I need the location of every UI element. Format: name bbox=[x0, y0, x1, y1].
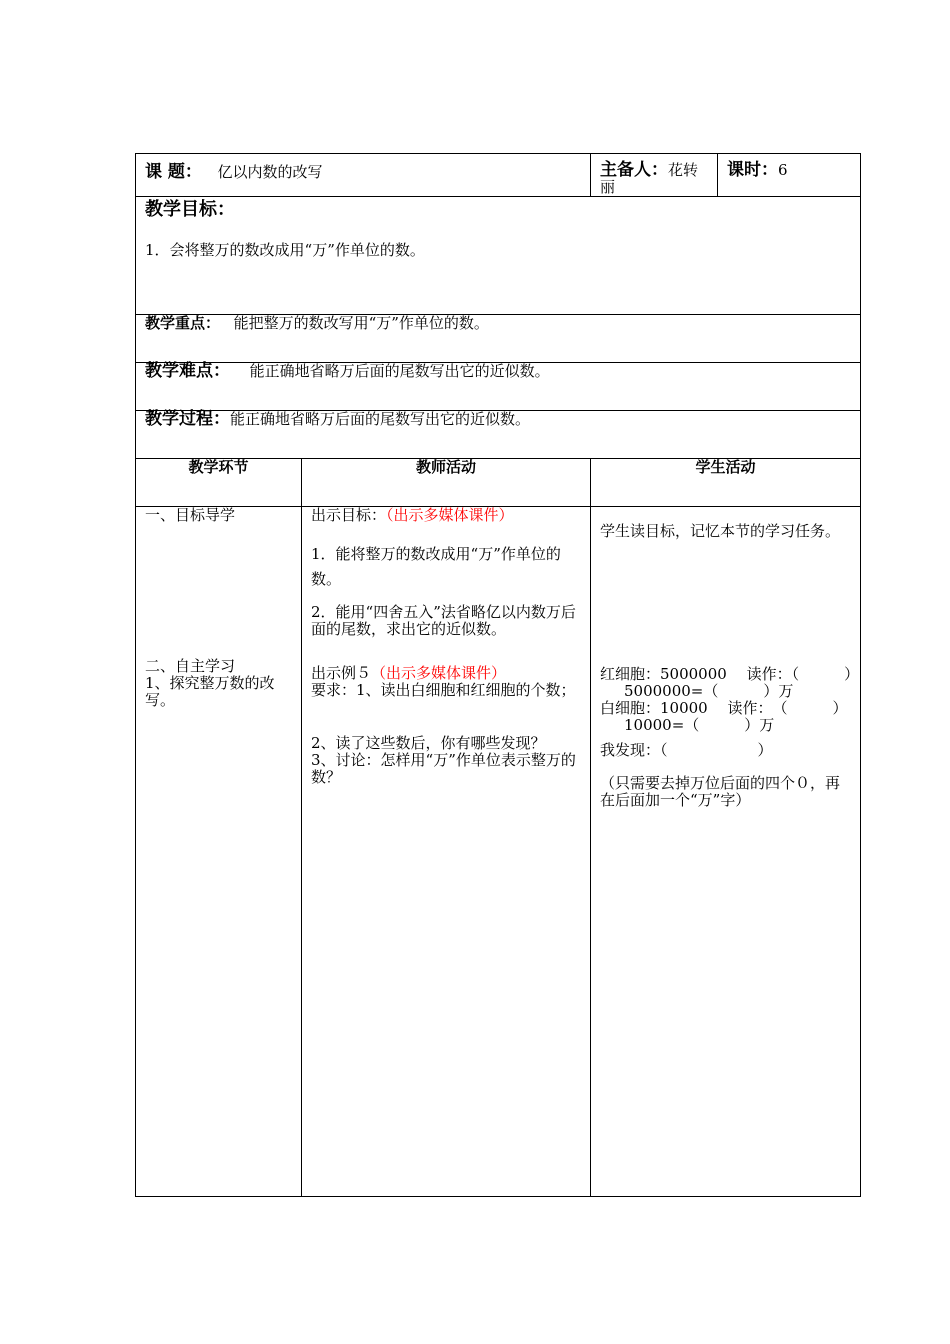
difficulty-cell bbox=[136, 363, 861, 411]
lesson-plan-table bbox=[135, 153, 861, 1197]
show-goal-red: （出示多媒体课件） bbox=[386, 506, 514, 524]
preparer-cell bbox=[591, 154, 718, 197]
process-label: 教学过程： bbox=[145, 409, 230, 429]
difficulty-label: 教学难点： bbox=[145, 361, 230, 381]
teacher-req-1: 要求：1、读出白细胞和红细胞的个数； bbox=[311, 681, 576, 699]
key-point-cell bbox=[136, 315, 861, 363]
student-discover: 我发现：（ ） bbox=[600, 741, 773, 759]
preparer-value: 花转丽 bbox=[600, 161, 699, 196]
stage-cell bbox=[136, 507, 302, 1197]
teacher-req-2: 2、读了这些数后，你有哪些发现？ bbox=[311, 734, 546, 752]
activity-row bbox=[136, 507, 861, 1197]
teacher-example bbox=[311, 665, 583, 682]
process-value: 能正确地省略万后面的尾数写出它的近似数。 bbox=[230, 410, 531, 428]
teacher-cell bbox=[302, 507, 591, 1197]
topic-cell bbox=[136, 154, 591, 197]
column-header-teacher: 教师活动 bbox=[302, 459, 591, 507]
stage-2-sub: 1、探究整万数的改写。 bbox=[145, 674, 275, 709]
student-cell bbox=[591, 507, 861, 1197]
process-cell bbox=[136, 411, 861, 459]
key-point-value: 能把整万的数改写用“万”作单位的数。 bbox=[233, 314, 489, 332]
difficulty-row bbox=[136, 363, 861, 411]
key-point-row bbox=[136, 315, 861, 363]
goals-label: 教学目标： bbox=[145, 199, 235, 220]
student-red-cell-eq: 5000000=（ ）万 bbox=[624, 682, 794, 700]
preparer-label: 主备人： bbox=[600, 160, 668, 180]
example-prefix: 出示例５ bbox=[311, 664, 372, 682]
teacher-goal-1: 1．能将整万的数改成用“万”作单位的数。 bbox=[311, 545, 561, 588]
goals-cell bbox=[136, 197, 861, 315]
process-row bbox=[136, 411, 861, 459]
teacher-req-3: 3、讨论：怎样用“万”作单位表示整万的数？ bbox=[311, 751, 576, 786]
goal-item-1: 1．会将整万的数改成用“万”作单位的数。 bbox=[145, 241, 425, 259]
student-read-goal: 学生读目标，记忆本节的学习任务。 bbox=[600, 522, 841, 540]
student-note: （只需要去掉万位后面的四个０，再在后面加一个“万”字） bbox=[600, 774, 841, 809]
period-cell bbox=[718, 154, 861, 197]
column-header-student: 学生活动 bbox=[591, 459, 861, 507]
column-header-stage: 教学环节 bbox=[136, 459, 302, 507]
title-row bbox=[136, 154, 861, 197]
key-point-label: 教学重点： bbox=[145, 314, 221, 332]
student-red-cell: 红细胞：5000000 读作：（ ） bbox=[600, 665, 860, 683]
stage-2-title: 二、自主学习 bbox=[145, 657, 236, 675]
stage-1: 一、目标导学 bbox=[145, 506, 236, 524]
student-white-cell: 白细胞：10000 读作： （ ） bbox=[600, 699, 848, 717]
period-label: 课时： bbox=[727, 160, 778, 180]
teacher-show-goal bbox=[311, 507, 583, 524]
goals-row bbox=[136, 197, 861, 315]
period-value: 6 bbox=[778, 161, 788, 179]
difficulty-value: 能正确地省略万后面的尾数写出它的近似数。 bbox=[249, 362, 550, 380]
show-goal-prefix: 出示目标： bbox=[311, 506, 387, 524]
topic-label: 课 题： bbox=[145, 162, 202, 182]
student-white-cell-eq: 10000=（ ）万 bbox=[624, 716, 775, 734]
topic-value: 亿以内数的改写 bbox=[217, 163, 323, 181]
column-header-row bbox=[136, 459, 861, 507]
teacher-goal-2: 2．能用“四舍五入”法省略亿以内数万后面的尾数，求出它的近似数。 bbox=[311, 603, 576, 638]
example-red: （出示多媒体课件） bbox=[371, 664, 507, 682]
